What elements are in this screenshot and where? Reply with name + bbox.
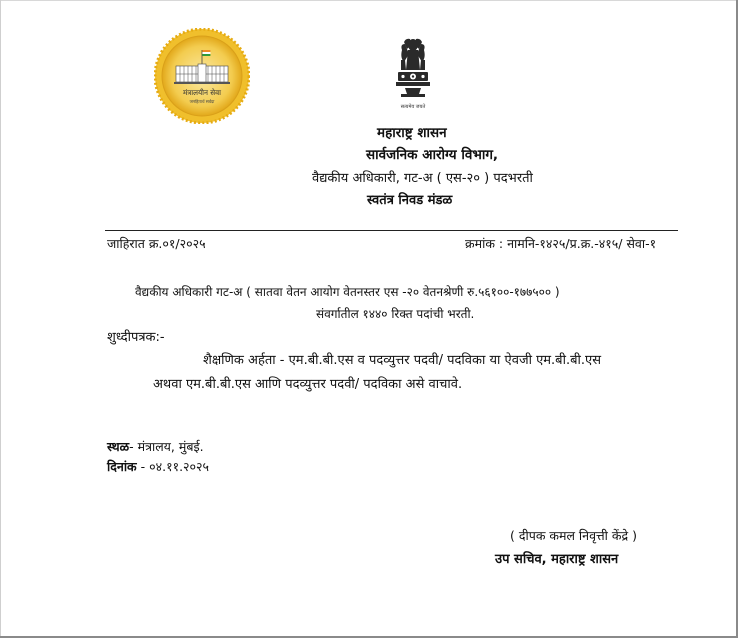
logo-text: मंत्रालयीन सेवा [182, 88, 222, 97]
logo-subtext: जनहितार्थ सर्वदा [189, 99, 215, 104]
vacancy-line: संवर्गातील १४४० रिक्त पदांची भरती. [316, 307, 475, 321]
corrigendum-label: शुध्दीपत्रक:- [107, 330, 165, 345]
place-label: स्थळ [107, 439, 130, 454]
header-recruitment: वैद्यकीय अधिकारी, गट-अ ( एस-२० ) पदभरती [312, 171, 533, 186]
signatory-name: ( दीपक कमल निवृत्ती केंद्रे ) [510, 528, 637, 543]
date-line [107, 458, 209, 475]
correction-line-1: शैक्षणिक अर्हता - एम.बी.बी.एस व पदव्युत्तर पदवी/ पदविका या ऐवजी एम.बी.बी.एस [203, 353, 602, 368]
reference-value: नामनि-१४२५/प्र.क्र.-४१५/ सेवा-१ [507, 236, 657, 251]
header-department: सार्वजनिक आरोग्य विभाग, [366, 147, 499, 163]
reference-label: क्रमांक : [465, 236, 508, 251]
page-frame-left [0, 0, 1, 638]
signatory-title: उप सचिव, महाराष्ट्र शासन [495, 552, 619, 567]
place-line [107, 438, 204, 455]
advertisement-label: जाहिरात क्र. [107, 236, 163, 251]
header-government: महाराष्ट्र शासन [377, 125, 447, 141]
page-frame-right [736, 0, 738, 638]
correction-line-2: अथवा एम.बी.बी.एस आणि पदव्युत्तर पदवी/ पदविका असे वाचावे. [153, 377, 463, 392]
header-divider [105, 230, 678, 231]
advertisement-value: ०१/२०२५ [162, 236, 206, 251]
emblem-motto: सत्यमेव जयते [400, 104, 426, 110]
header-board: स्वतंत्र निवड मंडळ [367, 193, 453, 208]
post-description: वैद्यकीय अधिकारी गट-अ ( सातवा वेतन आयोग वेतनस्तर एस -२० वेतनश्रेणी रु.५६१००-१७७५०० ) [135, 285, 560, 299]
reference-number [465, 235, 656, 252]
date-label: दिनांक [107, 459, 137, 474]
page-frame-top [0, 0, 738, 1]
building-icon [174, 64, 230, 84]
date-value: - ०४.११.२०२५ [136, 459, 210, 474]
place-value: - मंत्रालय, मुंबई. [129, 439, 204, 454]
national-emblem-icon [390, 36, 436, 104]
mantralaya-seva-logo [154, 28, 250, 124]
advertisement-number [107, 235, 206, 252]
